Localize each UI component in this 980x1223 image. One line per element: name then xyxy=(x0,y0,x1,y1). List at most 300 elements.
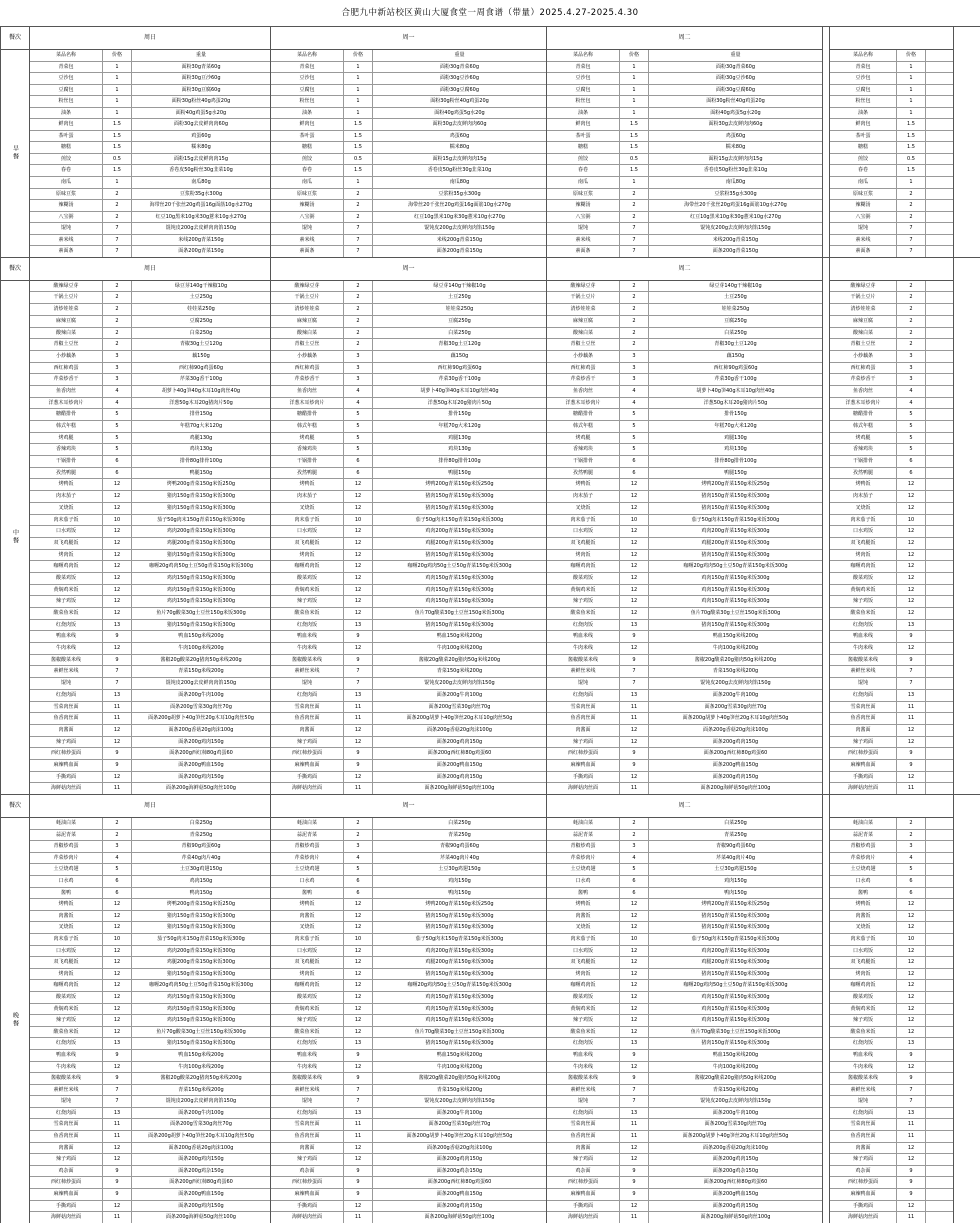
menu-row xyxy=(271,1131,546,1143)
dish-name: 粉丝包 xyxy=(547,96,620,107)
menu-row xyxy=(547,608,822,620)
dish-weight: 鸭血150g米线200g xyxy=(712,1051,759,1058)
dish-price: 9 xyxy=(620,748,649,759)
dish-name: 海鲜菇肉丝面 xyxy=(547,1212,620,1223)
dish-weight: 青菜150g米线200g xyxy=(178,668,224,675)
menu-row xyxy=(547,934,822,946)
menu-row xyxy=(30,351,270,363)
dish-price: 9 xyxy=(897,1189,926,1200)
dish-name: 蚝油白菜 xyxy=(30,818,103,829)
dish-name: 双飞鸡腿饭 xyxy=(271,957,344,968)
dish-price: 3 xyxy=(620,374,649,385)
dish-weight: 鸡肉150g青菜150g米饭300g xyxy=(425,574,494,581)
dish-name: 雪菜肉丝面 xyxy=(30,1119,103,1130)
dish-name: 素面条 xyxy=(271,246,344,257)
dish-price: 9 xyxy=(344,655,373,666)
dish-price: 0.5 xyxy=(620,154,649,165)
dish-weight: 鸡腿200g青菜150g米饭300g xyxy=(425,959,494,966)
day-header: 周一 xyxy=(271,795,546,818)
dish-price: 9 xyxy=(103,1189,132,1200)
dish-weight: 馄饨皮200g去皮鲜肉肉馅150g xyxy=(700,680,771,687)
menu-row xyxy=(271,620,546,632)
dish-name: 鲜肉包 xyxy=(271,119,344,130)
dish-weight: 面条200g雪菜30g肉丝70g xyxy=(428,1121,491,1128)
menu-row xyxy=(547,1015,822,1027)
dish-price: 2 xyxy=(103,328,132,339)
dish-price: 6 xyxy=(897,888,926,899)
dish-name: 干锅排骨 xyxy=(30,456,103,467)
dish-weight: 青菜250g xyxy=(189,831,213,838)
dish-name: 麻辣鸭血面 xyxy=(271,1189,344,1200)
dish-price: 4 xyxy=(620,386,649,397)
menu-row xyxy=(547,1085,822,1097)
dish-weight: 茄子50g肉末150g青菜150g米饭300g xyxy=(691,935,780,942)
menu-row xyxy=(547,491,822,503)
dish-weight: 土豆250g xyxy=(448,294,471,301)
menu-row xyxy=(547,119,822,131)
menu-row xyxy=(271,281,546,293)
dish-weight: 鸡肉150g青菜150g米饭300g xyxy=(166,574,236,581)
dish-name: 牛肉米线 xyxy=(30,1062,103,1073)
dish-weight: 面粉30g豆腐60g xyxy=(181,86,221,93)
menu-row xyxy=(30,189,270,201)
menu-row xyxy=(30,1143,270,1155)
day-column-1 xyxy=(271,795,547,1223)
menu-row xyxy=(547,573,822,585)
dish-weight: 猪肉150g青菜150g米饭300g xyxy=(425,621,494,628)
dish-price: 1.5 xyxy=(344,131,373,142)
menu-row xyxy=(830,246,953,257)
menu-row xyxy=(30,678,270,690)
menu-row xyxy=(830,1177,953,1189)
menu-row xyxy=(547,316,822,328)
dish-price: 1 xyxy=(344,108,373,119)
menu-row xyxy=(547,246,822,257)
menu-row xyxy=(830,1038,953,1050)
column-gap xyxy=(823,258,830,794)
dish-weight: 面条200g鸭血150g xyxy=(436,1191,483,1198)
dish-name: 辣子鸡饭 xyxy=(271,1015,344,1026)
dish-name: 素鲜丝米线 xyxy=(830,1085,897,1096)
menu-row xyxy=(30,479,270,491)
dish-price: 10 xyxy=(620,515,649,526)
menu-row xyxy=(547,1038,822,1050)
dish-price: 11 xyxy=(897,713,926,724)
dish-weight: 糯米80g xyxy=(725,144,746,151)
dish-weight: 白菜250g xyxy=(189,329,213,336)
dish-weight: 鸡块130g xyxy=(724,446,747,453)
menu-row xyxy=(30,328,270,340)
dish-price: 12 xyxy=(103,1062,132,1073)
dish-name: 咖喱鸡肉饭 xyxy=(830,561,897,572)
dish-price: 9 xyxy=(344,760,373,771)
menu-row xyxy=(830,131,953,143)
dish-price: 12 xyxy=(620,725,649,736)
dish-name: 鱼香肉丝 xyxy=(830,386,897,397)
dish-price: 12 xyxy=(344,1062,373,1073)
dish-weight: 面条200g海鲜菇50g肉丝100g xyxy=(166,1214,236,1221)
dish-weight: 鸡肉150g青菜150g米饭300g xyxy=(701,598,770,605)
dish-price: 11 xyxy=(344,1131,373,1142)
menu-row xyxy=(271,131,546,143)
dish-price: 6 xyxy=(897,456,926,467)
dish-price: 12 xyxy=(897,526,926,537)
dish-name: 红烧肉面 xyxy=(271,690,344,701)
menu-row xyxy=(30,85,270,97)
dish-name: 烤肉饭 xyxy=(30,969,103,980)
dish-name: 原味豆浆 xyxy=(271,189,344,200)
dish-weight: 茄子50g肉末150g青菜150g米饭300g xyxy=(691,516,780,523)
menu-row xyxy=(547,421,822,433)
menu-row xyxy=(271,328,546,340)
menu-row xyxy=(30,980,270,992)
dish-price: 2 xyxy=(103,304,132,315)
menu-row xyxy=(271,922,546,934)
dish-weight: 洋葱50g木耳20g猪肉片50g xyxy=(703,399,768,406)
dish-weight: 香卷皮50g粉丝30g韭菜10g xyxy=(169,167,233,174)
dish-name: 辣糊汤 xyxy=(30,200,103,211)
dish-price: 12 xyxy=(344,1004,373,1015)
dish-name: 素面条 xyxy=(547,246,620,257)
menu-row xyxy=(271,899,546,911)
dish-name: 口水鸡饭 xyxy=(547,526,620,537)
dish-price: 6 xyxy=(897,468,926,479)
dish-price: 11 xyxy=(103,1212,132,1223)
dish-name: 芹菜炒香干 xyxy=(547,374,620,385)
dish-price: 12 xyxy=(620,573,649,584)
menu-row xyxy=(830,1050,953,1062)
day-column-0 xyxy=(30,795,271,1223)
dish-name: 肉末茄子 xyxy=(547,491,620,502)
menu-row xyxy=(830,96,953,108)
dish-price: 6 xyxy=(344,876,373,887)
menu-row xyxy=(830,363,953,375)
dish-name: 煎饺 xyxy=(547,154,620,165)
menu-row xyxy=(271,992,546,1004)
dish-name: 青椒土豆丝 xyxy=(271,339,344,350)
menu-row xyxy=(547,526,822,538)
dish-price: 12 xyxy=(897,550,926,561)
menu-row xyxy=(271,573,546,585)
meal-section-2 xyxy=(0,794,980,1223)
dish-price: 0.5 xyxy=(344,154,373,165)
dish-weight: 鸡蛋60g xyxy=(191,132,211,139)
menu-row xyxy=(271,608,546,620)
menu-row xyxy=(30,1189,270,1201)
day-column-3 xyxy=(830,27,954,257)
dish-name: 南瓜 xyxy=(547,177,620,188)
dish-price: 7 xyxy=(344,678,373,689)
menu-row xyxy=(30,212,270,224)
dish-weight: 面条200g海鲜菇50g肉丝100g xyxy=(700,1214,771,1221)
dish-name: 鲜肉包 xyxy=(30,119,103,130)
dish-price: 9 xyxy=(103,748,132,759)
dish-weight: 面条200g青菜150g xyxy=(436,248,483,255)
dish-name: 肉末茄子饭 xyxy=(30,934,103,945)
dish-weight: 面粉30g豆沙60g xyxy=(439,75,480,82)
dish-name: 牛肉米线 xyxy=(271,643,344,654)
menu-row xyxy=(30,620,270,632)
menu-row xyxy=(830,713,953,725)
dish-price: 11 xyxy=(103,1131,132,1142)
menu-row xyxy=(830,760,953,772)
dish-price: 12 xyxy=(103,1143,132,1154)
dish-price: 11 xyxy=(344,713,373,724)
dish-name: 粉丝包 xyxy=(30,96,103,107)
dish-price: 12 xyxy=(897,1015,926,1026)
dish-price: 12 xyxy=(620,561,649,572)
dish-name: 口水鸡饭 xyxy=(30,526,103,537)
dish-weight: 面粉30g青菜60g xyxy=(439,63,480,70)
dish-name: 烤鸡腿 xyxy=(271,433,344,444)
menu-row xyxy=(271,515,546,527)
dish-name: 洋葱木耳炒肉片 xyxy=(830,398,897,409)
dish-name: 肉酱面 xyxy=(30,1143,103,1154)
dish-price: 10 xyxy=(897,934,926,945)
dish-price: 1 xyxy=(897,62,926,73)
dish-price: 2 xyxy=(897,328,926,339)
menu-row xyxy=(547,631,822,643)
dish-price: 2 xyxy=(897,304,926,315)
dish-name: 酸辣绿豆芽 xyxy=(271,281,344,292)
dish-weight: 鸡肉150g青菜150g米饭300g xyxy=(701,993,770,1000)
menu-row xyxy=(271,888,546,900)
menu-row xyxy=(830,772,953,784)
menu-row xyxy=(830,561,953,573)
dish-price: 12 xyxy=(103,538,132,549)
dish-weight: 鸡肉200g青菜150g米饭300g xyxy=(701,947,770,954)
dish-name: 洋葱木耳炒肉片 xyxy=(271,398,344,409)
dish-name: 口水鸡饭 xyxy=(271,526,344,537)
dish-price: 12 xyxy=(897,573,926,584)
menu-row xyxy=(30,1027,270,1039)
dish-name: 叉烧饭 xyxy=(547,922,620,933)
dish-price: 12 xyxy=(897,725,926,736)
dish-name: 双飞鸡腿饭 xyxy=(547,538,620,549)
dish-price: 2 xyxy=(103,818,132,829)
dish-weight: 面条200g西红柿80g鸡蛋60 xyxy=(169,1179,233,1186)
menu-row xyxy=(30,631,270,643)
dish-name: 鸭血米线 xyxy=(830,1050,897,1061)
name-header: 菜品名称 xyxy=(547,50,620,61)
dish-name: 小炒藕条 xyxy=(271,351,344,362)
dish-name: 酸菜鱼米饭 xyxy=(271,1027,344,1038)
dish-price: 12 xyxy=(620,585,649,596)
menu-row xyxy=(271,596,546,608)
menu-row xyxy=(830,666,953,678)
menu-row xyxy=(271,1108,546,1120)
dish-price: 7 xyxy=(620,1085,649,1096)
menu-row xyxy=(30,1166,270,1178)
dish-weight: 排骨150g xyxy=(724,411,747,418)
dish-price: 3 xyxy=(344,351,373,362)
dish-price: 12 xyxy=(344,573,373,584)
dish-weight: 烤鸭200g青菜150g米饭250g xyxy=(701,901,770,908)
dish-price: 4 xyxy=(344,853,373,864)
menu-row xyxy=(830,725,953,737)
menu-row xyxy=(30,888,270,900)
column-header-row xyxy=(547,50,822,62)
dish-name: 油条 xyxy=(30,108,103,119)
dish-price: 13 xyxy=(344,1108,373,1119)
menu-row xyxy=(830,1027,953,1039)
dish-price: 1 xyxy=(344,96,373,107)
dish-name: 八宝粥 xyxy=(547,212,620,223)
dish-name: 烤鸭饭 xyxy=(830,479,897,490)
menu-row xyxy=(830,200,953,212)
dish-name: 鱼香肉丝 xyxy=(271,386,344,397)
day-column-1 xyxy=(271,258,547,794)
dish-price: 9 xyxy=(344,1177,373,1188)
dish-name: 干锅排骨 xyxy=(271,456,344,467)
dish-weight: 鸡块130g xyxy=(189,446,213,453)
dish-price: 11 xyxy=(344,1212,373,1223)
dish-weight: 鸡腿130g xyxy=(724,434,747,441)
dish-weight: 绿豆芽140g干辣椒10g xyxy=(433,282,486,289)
dish-weight: 芹菜30g香干100g xyxy=(438,376,481,383)
menu-row xyxy=(271,969,546,981)
dish-price: 12 xyxy=(897,585,926,596)
dish-name: 青椒土豆丝 xyxy=(30,339,103,350)
menu-row xyxy=(547,479,822,491)
dish-name: 口水鸡 xyxy=(271,876,344,887)
dish-weight: 馄饨皮200g去皮鲜肉肉馅150g xyxy=(424,225,495,232)
dish-price: 9 xyxy=(620,760,649,771)
dish-weight: 鸡肉150g xyxy=(189,878,213,885)
dish-name: 酱椒酸菜米线 xyxy=(271,1073,344,1084)
menu-row xyxy=(271,725,546,737)
dish-price: 7 xyxy=(103,678,132,689)
menu-row xyxy=(30,1212,270,1223)
menu-row xyxy=(830,1096,953,1108)
dish-name: 茶叶蛋 xyxy=(547,131,620,142)
dish-weight: 豆浆粉35g水300g xyxy=(438,190,481,197)
dish-weight: 咖喱20g鸡肉50g土豆50g青菜150g米饭300g xyxy=(407,563,512,570)
menu-row xyxy=(271,783,546,794)
menu-row xyxy=(547,456,822,468)
dish-weight: 年糕70g大米120g xyxy=(438,423,481,430)
menu-row xyxy=(30,934,270,946)
menu-row xyxy=(830,515,953,527)
menu-title: 合肥九中新站校区黄山大厦食堂一周食谱（带量）2025.4.27-2025.4.30 xyxy=(341,8,639,18)
dish-price: 9 xyxy=(620,631,649,642)
dish-weight: 面条200g鸡肉150g xyxy=(712,1156,759,1163)
dish-name: 香辣鸡块 xyxy=(547,444,620,455)
menu-row xyxy=(271,456,546,468)
dish-name: 馄饨 xyxy=(547,678,620,689)
dish-name: 酸菜鸡饭 xyxy=(547,992,620,1003)
dish-weight: 面条200g鸡肉150g xyxy=(436,773,483,780)
dish-price: 5 xyxy=(344,444,373,455)
dish-weight: 面条200g西红柿80g鸡蛋60 xyxy=(427,750,492,757)
dish-price: 4 xyxy=(103,398,132,409)
dish-weight: 芹菜40g肉片40g xyxy=(715,854,756,861)
menu-row xyxy=(830,154,953,166)
dish-price: 2 xyxy=(620,339,649,350)
menu-row xyxy=(30,772,270,784)
dish-price: 12 xyxy=(103,526,132,537)
dish-name: 西红柿炒蛋面 xyxy=(271,748,344,759)
dish-name: 肉酱饭 xyxy=(830,911,897,922)
dish-name: 豆沙包 xyxy=(271,73,344,84)
menu-row xyxy=(547,281,822,293)
column-header-row xyxy=(271,50,546,62)
dish-weight: 茄子50g肉末150g青菜150g米饭300g xyxy=(157,516,245,523)
dish-name: 肉末茄子饭 xyxy=(547,515,620,526)
dish-name: 豆沙包 xyxy=(830,73,897,84)
dish-weight: 红豆10g黑米10g米30g薏米10g水270g xyxy=(155,213,247,220)
dish-weight: 西红柿90g鸡蛋60g xyxy=(178,364,224,371)
dish-name: 素米线 xyxy=(271,235,344,246)
dish-price: 12 xyxy=(344,899,373,910)
dish-price: 9 xyxy=(103,760,132,771)
dish-price: 13 xyxy=(897,1038,926,1049)
dish-name: 烤鸭饭 xyxy=(830,899,897,910)
dish-price: 11 xyxy=(103,783,132,794)
menu-row xyxy=(271,73,546,85)
dish-weight: 面条200g牛肉100g xyxy=(712,1109,759,1116)
menu-row xyxy=(271,526,546,538)
menu-row xyxy=(830,1143,953,1155)
dish-name: 鸡杂面 xyxy=(30,1166,103,1177)
menu-row xyxy=(271,491,546,503)
menu-row xyxy=(547,538,822,550)
menu-row xyxy=(830,316,953,328)
dish-price: 5 xyxy=(103,421,132,432)
dish-name: 雪菜肉丝面 xyxy=(271,702,344,713)
menu-row xyxy=(30,841,270,853)
dish-price: 11 xyxy=(620,702,649,713)
dish-name: 黄焖鸡米饭 xyxy=(30,1004,103,1015)
dish-price: 12 xyxy=(103,1027,132,1038)
dish-name: 酸菜鱼米饭 xyxy=(547,1027,620,1038)
dish-name: 牛肉米线 xyxy=(30,643,103,654)
day-header: 周二 xyxy=(547,27,822,50)
menu-row xyxy=(30,1119,270,1131)
dish-weight: 鸡肉200g青菜150g米饭300g xyxy=(166,528,236,535)
menu-row xyxy=(271,386,546,398)
menu-row xyxy=(271,96,546,108)
day-header: 周一 xyxy=(271,27,546,50)
menu-row xyxy=(547,713,822,725)
dish-name: 馄饨 xyxy=(547,1096,620,1107)
dish-price: 5 xyxy=(897,433,926,444)
menu-row xyxy=(547,304,822,316)
menu-row xyxy=(830,678,953,690)
menu-row xyxy=(547,96,822,108)
dish-name: 素鲜丝米线 xyxy=(830,666,897,677)
meal-name: 中餐 xyxy=(11,529,19,546)
menu-row xyxy=(547,1073,822,1085)
dish-price: 2 xyxy=(620,281,649,292)
menu-row xyxy=(30,142,270,154)
dish-name: 双飞鸡腿饭 xyxy=(830,957,897,968)
dish-price: 7 xyxy=(103,1096,132,1107)
column-header-row xyxy=(830,50,953,62)
menu-row xyxy=(30,1085,270,1097)
dish-price: 2 xyxy=(620,189,649,200)
dish-price: 2 xyxy=(103,281,132,292)
dish-weight: 猪肉150g青菜150g米饭300g xyxy=(166,621,236,628)
dish-name: 辣子鸡饭 xyxy=(830,596,897,607)
dish-price: 7 xyxy=(620,666,649,677)
day-column-2 xyxy=(547,795,823,1223)
dish-price: 7 xyxy=(344,246,373,257)
menu-row xyxy=(830,304,953,316)
dish-price: 12 xyxy=(103,1015,132,1026)
menu-row xyxy=(547,409,822,421)
menu-row xyxy=(547,339,822,351)
